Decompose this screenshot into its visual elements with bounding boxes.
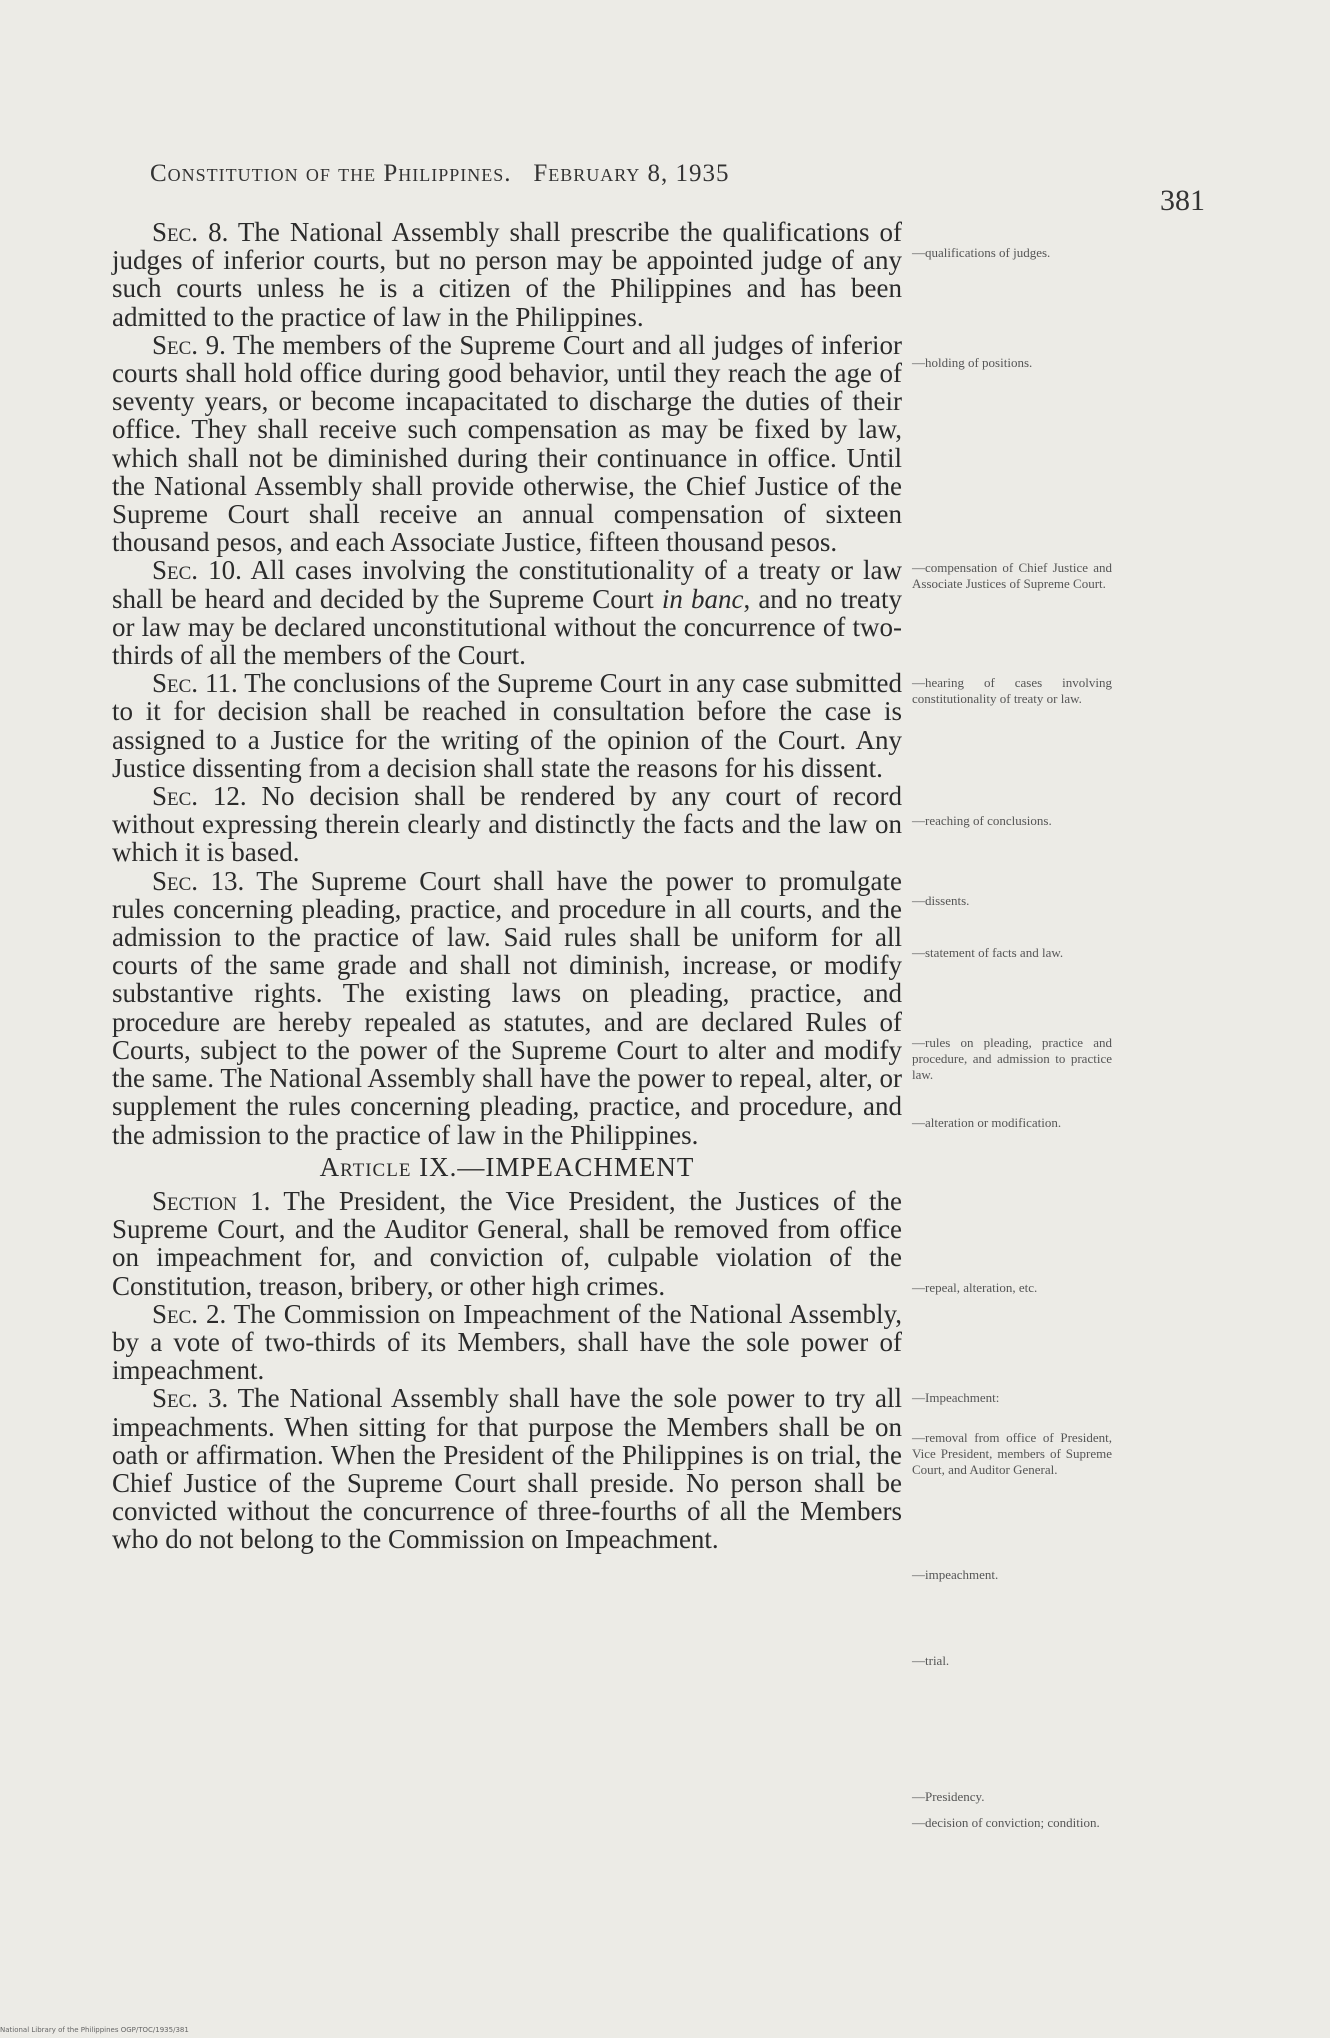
italic-phrase: in banc [661,583,744,614]
paragraph-sec-9 [112,331,902,557]
section-lead: Section 1. [152,1185,271,1216]
paragraph-sec-8 [112,218,902,331]
paragraph-art9-sec-3 [112,1384,902,1553]
paragraph-art9-sec-1 [112,1187,902,1300]
running-header [150,160,890,188]
scan-footer: National Library of the Philippines OGP/TOC/1935/381 [0,2026,189,2034]
section-lead: Sec. 9. [152,329,226,360]
paragraph-art9-sec-2 [112,1300,902,1385]
marginal-note: —holding of positions. [912,355,1033,370]
marginal-note: —impeachment. [912,1567,999,1582]
section-text: All cases involving the constitutionality of a treaty or law shall be heard and decided by the Supreme Court [112,555,903,614]
section-lead: Sec. 10. [152,555,242,586]
marginal-note: —decision of conviction; condition. [912,1815,1100,1830]
marginal-note: —compensation of Chief Justice and Associate Justices of Supreme Court. [912,560,1112,591]
marginal-note: —alteration or modification. [912,1115,1062,1130]
marginal-note: —reaching of conclusions. [912,813,1052,828]
paragraph-sec-12 [112,782,902,867]
marginal-note: —Impeachment: [912,1390,1000,1405]
marginal-note: —trial. [912,1653,950,1668]
marginal-note: —removal from office of President, Vice President, members of Supreme Court, and Auditor General. [912,1430,1112,1477]
marginal-note: —qualifications of judges. [912,245,1051,260]
section-text: The conclusions of the Supreme Court in any case submitted to it for decision shall be reached in consultation before the case is assigned to a Justice for the writing of the opinion of the Court. Any Justice dissenting from a decision shall state the reasons for his dissent. [112,668,902,783]
article-heading: Article IX.—IMPEACHMENT [319,1151,695,1182]
section-lead: Sec. 8. [152,217,229,247]
header-title: Constitution of the Philippines. [150,160,512,187]
section-lead: Sec. 12. [152,781,247,812]
section-text: The President, the Vice President, the Justices of the Supreme Court, and the Auditor General, shall be removed from office on impeachment for, and conviction of, culpable violation of the Constitution, treason, bribery, or other high crimes. [112,1185,903,1301]
paragraph-sec-11 [112,669,902,782]
section-text: The members of the Supreme Court and all judges of inferior courts shall hold office during good behavior, until they reach the age of seventy years, or become incapacitated to discharge the duties of their office. They shall receive such compensation as may be fixed by law, which shall not be diminished during their continuance in office. Until the National Assembly shall provide otherwise, the Chief Justice of the Supreme Court shall receive an annual compensation of sixteen thousand pesos, and each Associate Justice, fifteen thousand pesos. [112,329,902,558]
section-text: The Commission on Impeachment of the National Assembly, by a vote of two-thirds of its Members, shall have the sole power of impeachment. [112,1298,903,1386]
section-lead: Sec. 11. [152,668,238,699]
marginal-note: —hearing of cases involving constitutionality of treaty or law. [912,675,1112,706]
section-text-continued: , and no treaty or law may be declared unconstitutional without the concurrence of two-thirds of all the members of the Court. [112,583,902,671]
section-lead: Sec. 2. [152,1298,227,1329]
section-lead: Sec. 3. [152,1383,229,1414]
section-text: The National Assembly shall have the sole power to try all impeachments. When sitting for that purpose the Members shall be on oath or affirmation. When the President of the Philippines is on trial, the Chief Justice of the Supreme Court shall preside. No person shall be convicted without the concurrence of three-fourths of all the Members who do not belong to the Commission on Impeachment. [112,1383,903,1555]
marginal-note: —statement of facts and law. [912,945,1064,960]
marginal-note: —repeal, alteration, etc. [912,1280,1038,1295]
page-number: 381 [1160,184,1205,217]
section-text: The Supreme Court shall have the power to promulgate rules concerning pleading, practice, and procedure in all courts, and the admission to the practice of law. Said rules shall be uniform for all courts of the same grade and shall not diminish, increase, or modify substantive rights. The existing laws on pleading, practice, and procedure are hereby repealed as statutes, and are declared Rules of Courts, subject to the power of the Supreme Court to alter and modify the same. The National Assembly shall have the power to repeal, alter, or supplement the rules concerning pleading, practice, and procedure, and the admission to the practice of law in the Philippines. [112,865,902,1150]
section-text: The National Assembly shall prescribe the qualifications of judges of inferior courts, but no person may be appointed judge of any such courts unless he is a citizen of the Philippines and has been admitted to the practice of law in the Philippines. [112,217,903,332]
section-text: No decision shall be rendered by any court of record without expressing therein clearly and distinctly the facts and the law on which it is based. [112,781,903,868]
section-lead: Sec. 13. [152,865,245,896]
header-date: February 8, 1935 [533,160,730,187]
paragraph-sec-13 [112,867,902,1149]
main-text [112,218,902,1554]
paragraph-sec-10 [112,556,902,669]
marginal-note: —dissents. [912,893,970,908]
marginal-note: —rules on pleading, practice and procedure, and admission to practice law. [912,1035,1112,1082]
marginal-note: —Presidency. [912,1789,985,1804]
